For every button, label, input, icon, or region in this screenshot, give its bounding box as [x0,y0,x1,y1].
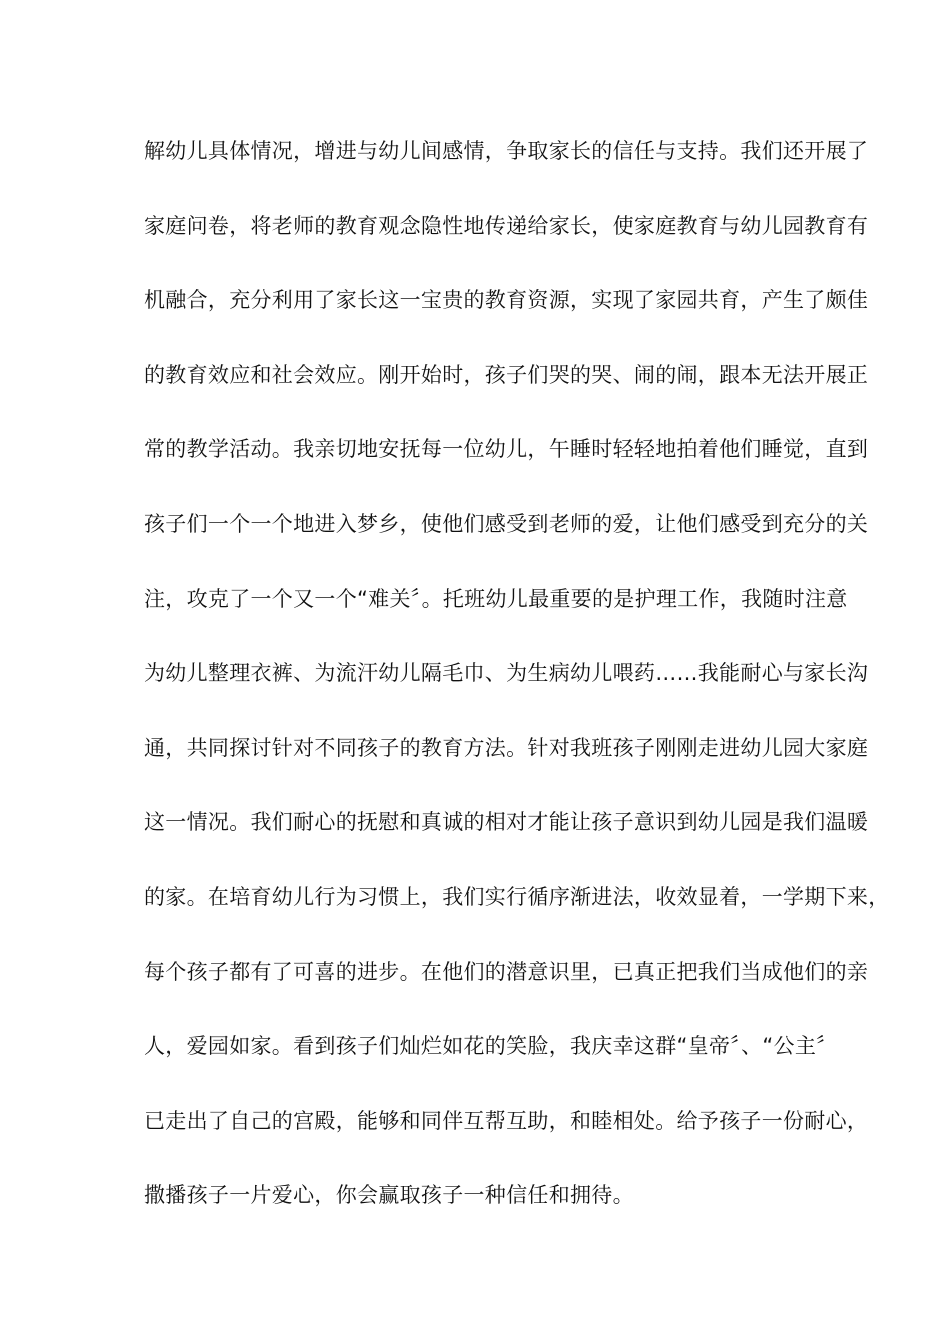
text-line-14: 已走出了自己的宫殿，能够和同伴互帮互助，和睦相处。给予孩子一份耐心， [144,1108,869,1133]
text-line-11: 的家。在培育幼儿行为习惯上，我们实行循序渐进法，收效显着，一学期下来， [144,884,890,909]
text-line-10: 这一情况。我们耐心的抚慰和真诚的相对才能让孩子意识到幼儿园是我们温暖 [144,810,869,835]
text-line-9: 通，共同探讨针对不同孩子的教育方法。针对我班孩子刚刚走进幼儿园大家庭 [144,735,869,760]
text-line-3: 机融合，充分利用了家长这一宝贵的教育资源，实现了家园共育，产生了颇佳 [144,288,869,313]
text-line-6: 孩子们一个一个地进入梦乡，使他们感受到老师的爱，让他们感受到充分的关 [144,511,869,536]
text-line-5: 常的教学活动。我亲切地安抚每一位幼儿，午睡时轻轻地拍着他们睡觉，直到 [144,437,869,462]
text-line-4: 的教育效应和社会效应。刚开始时，孩子们哭的哭、闹的闹，跟本无法开展正 [144,362,869,387]
text-line-12: 每个孩子都有了可喜的进步。在他们的潜意识里，已真正把我们当成他们的亲 [144,959,869,984]
text-line-13: 人，爱园如家。看到孩子们灿烂如花的笑脸，我庆幸这群“皇帝〞、“公主〞 [144,1034,838,1059]
text-line-15: 撒播孩子一片爱心，你会赢取孩子一种信任和拥待。 [144,1183,634,1208]
text-line-2: 家庭问卷，将老师的教育观念隐性地传递给家长，使家庭教育与幼儿园教育有 [144,213,869,238]
text-line-8: 为幼儿整理衣裤、为流汗幼儿隔毛巾、为生病幼儿喂药……我能耐心与家长沟 [144,661,869,686]
body-paragraph [144,131,890,1250]
text-line-7: 注，攻克了一个又一个“难关〞。托班幼儿最重要的是护理工作，我随时注意 [144,586,848,611]
text-line-1: 解幼儿具体情况，增进与幼儿间感情，争取家长的信任与支持。我们还开展了 [144,139,869,163]
